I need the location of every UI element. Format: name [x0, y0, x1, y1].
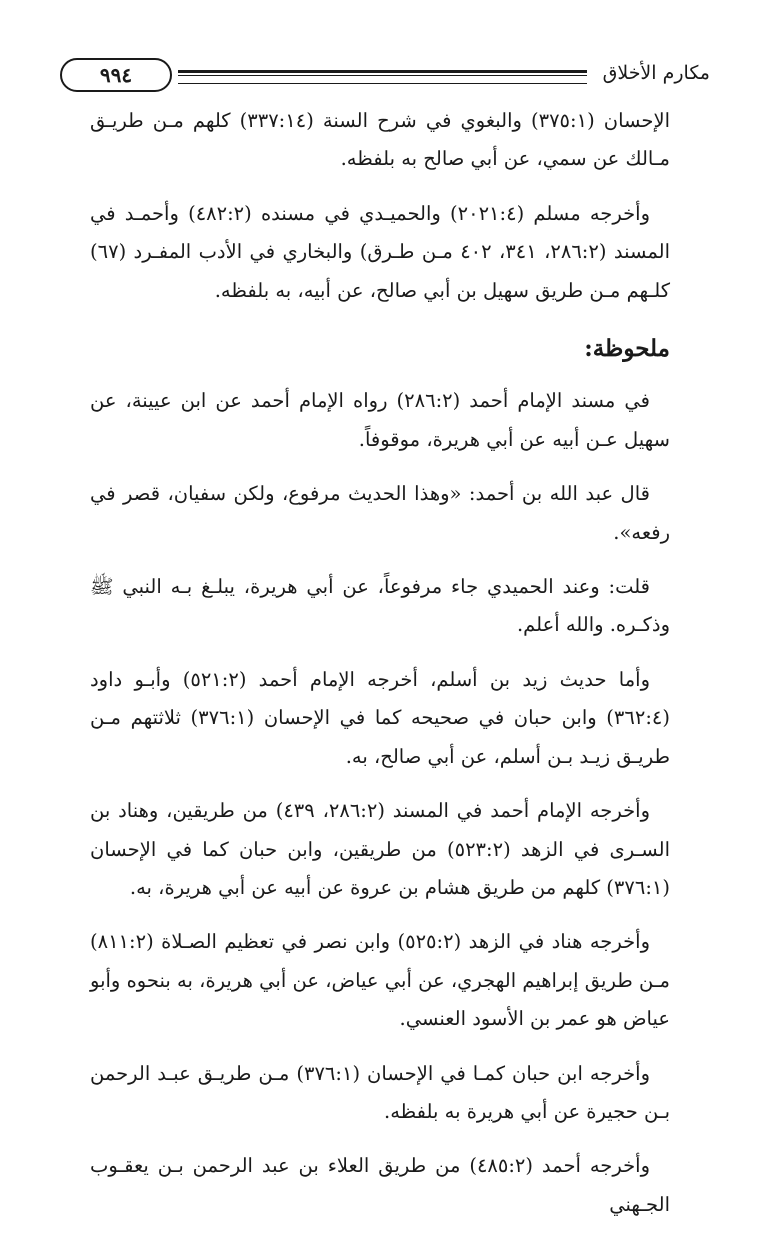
page-body [90, 102, 670, 1240]
page-header [60, 58, 710, 94]
running-title: مكارم الأخلاق [602, 62, 710, 84]
paragraph: وأخرجه ابن حبان كمـا في الإحسان (٣٧٦:١) مـن طريـق عبـد الرحمن بـن حجيرة عن أبي هريرة به بلفظه. [90, 1061, 670, 1123]
paragraph: وأما حديث زيد بن أسلم، أخرجه الإمام أحمد (٥٢١:٢) وأبـو داود (٣٦٢:٤) وابن حبان في صحيحه كما في الإحسان (٣٧٦:١) ثلاثتهم مـن طريـق زيـد بـن أسلم، عن أبي صالح، به. [90, 667, 670, 768]
paragraph: وأخرجه أحمد (٤٨٥:٢) من طريق العلاء بن عبد الرحمن بـن يعقـوب الجـهني [90, 1154, 670, 1216]
page-number: ٩٩٤ [60, 58, 172, 92]
paragraph: قال عبد الله بن أحمد: «وهذا الحديث مرفوع، ولكن سفيان، قصر في رفعه». [90, 482, 670, 544]
paragraph: وأخرجه الإمام أحمد في المسند (٢٨٦:٢، ٤٣٩) من طريقين، وهناد بن السـرى في الزهد (٥٢٣:٢) من طريقين، وابن حبان كما في الإحسان (٣٧٦:١) كلهم من طريق هشام بن عروة عن أبيه عن أبي هريرة، به. [90, 799, 671, 899]
header-rule [178, 70, 587, 84]
section-heading: ملحوظة: [584, 335, 670, 363]
paragraph: قلت: وعند الحميدي جاء مرفوعاً، عن أبي هريرة، يبلـغ بـه النبي ﷺ وذكـره. والله أعلم. [90, 575, 670, 637]
paragraph: الإحسان (٣٧٥:١) والبغوي في شرح السنة (٣٣٧:١٤) كلهم مـن طريـق مـالك عن سمي، عن أبي صالح به بلفظه. [90, 109, 671, 171]
paragraph: في مسند الإمام أحمد (٢٨٦:٢) رواه الإمام أحمد عن ابن عيينة، عن سهيل عـن أبيه عن أبي هريرة، موقوفاً. [90, 389, 670, 451]
paragraph: وأخرجه هناد في الزهد (٥٢٥:٢) وابن نصر في تعظيم الصـلاة (٨١١:٢) مـن طريق إبراهيم الهجري، عن أبي عياض، عن أبي هريرة، به بنحوه وأبو عياض هو عمر بن الأسود العنسي. [90, 930, 670, 1031]
paragraph: وأخرجه مسلم (٢٠٢١:٤) والحميـدي في مسنده (٤٨٢:٢) وأحمـد في المسند (٢٨٦:٢، ٣٤١، ٤٠٢ مـن طـرق) والبخاري في الأدب المفـرد (٦٧) كلـهم مـن طريق سهيل بن أبي صالح، عن أبيه، به بلفظه. [90, 201, 670, 302]
